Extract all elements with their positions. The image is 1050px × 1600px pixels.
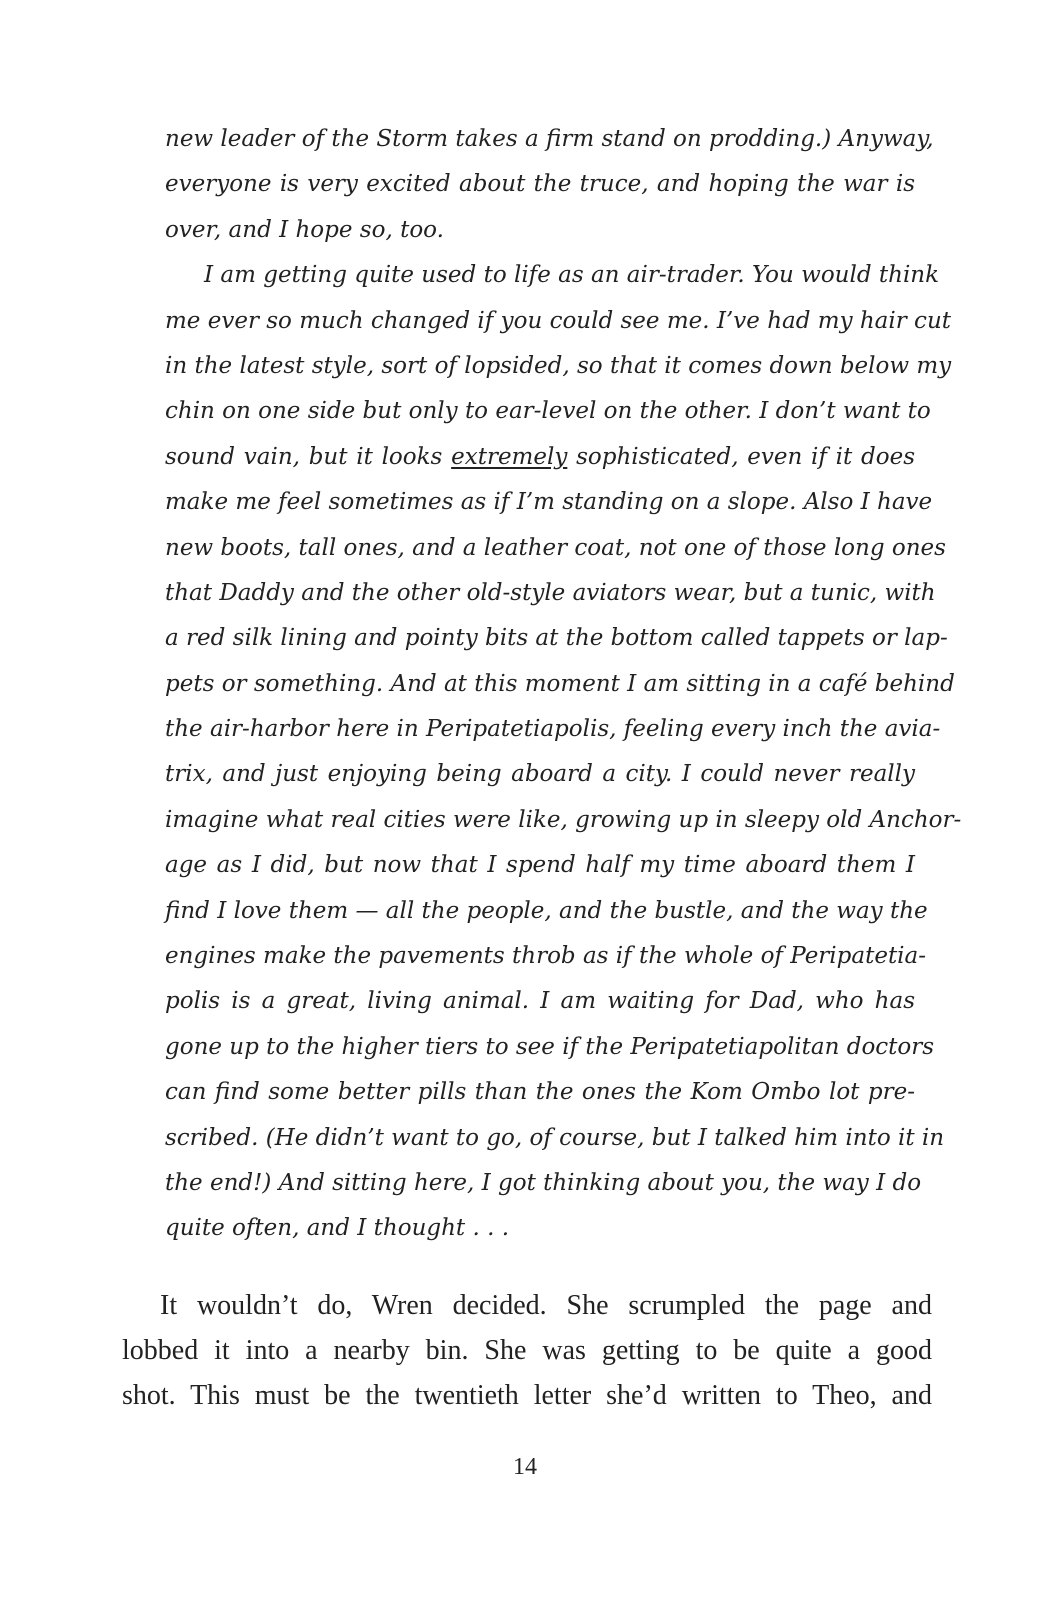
letter-line: new boots, tall ones, and a leather coat, not one of those long ones — [165, 534, 946, 561]
underlined-word: extremely — [451, 443, 568, 470]
letter-line: can find some better pills than the ones the Kom Ombo lot pre- — [165, 1079, 915, 1106]
letter-text-block — [165, 117, 962, 1252]
letter-line: polis is a great, living animal. I am waiting for Dad, who has — [165, 988, 915, 1015]
letter-line: me ever so much changed if you could see me. I’ve had my hair cut — [165, 307, 951, 334]
letter-line: trix, and just enjoying being aboard a city. I could never really — [165, 761, 915, 788]
letter-line: new leader of the Storm takes a firm stand on prodding.) Anyway, — [165, 126, 934, 152]
page-number: 14 — [513, 1454, 537, 1480]
narrative-text-block — [122, 1283, 932, 1418]
letter-line: in the latest style, sort of lopsided, so that it comes down below my — [165, 352, 952, 379]
letter-line: quite often, and I thought . . . — [165, 1215, 510, 1242]
narrative-line: It wouldn’t do, Wren decided. She scrumpled the page and — [160, 1290, 932, 1321]
letter-line: a red silk lining and pointy bits at the bottom called tappets or lap- — [165, 625, 948, 652]
letter-line-segment: sound vain, but it looks — [165, 443, 452, 470]
letter-line: pets or something. And at this moment I am sitting in a café behind — [165, 670, 955, 697]
letter-line-segment: sophisticated, even if it does — [567, 443, 915, 470]
letter-line: scribed. (He didn’t want to go, of course, but I talked him into it in — [165, 1124, 945, 1151]
letter-line: find I love them — all the people, and the bustle, and the way the — [165, 897, 928, 924]
letter-line: everyone is very excited about the truce, and hoping the war is — [165, 171, 915, 198]
letter-line: age as I did, but now that I spend half my time aboard them I — [165, 852, 915, 879]
letter-line: imagine what real cities were like, growing up in sleepy old Anchor- — [165, 806, 962, 833]
letter-line: over, and I hope so, too. — [165, 216, 444, 243]
letter-line: chin on one side but only to ear-level on the other. I don’t want to — [165, 398, 931, 425]
letter-line: gone up to the higher tiers to see if the Peripatetiapolitan doctors — [165, 1033, 935, 1060]
narrative-line: shot. This must be the twentieth letter she’d written to Theo, and — [122, 1380, 932, 1411]
letter-line: I am getting quite used to life as an air-trader. You would think — [204, 262, 940, 289]
letter-line: the end!) And sitting here, I got thinking about you, the way I do — [165, 1169, 922, 1196]
letter-line: the air-harbor here in Peripatetiapolis, feeling every inch the avia- — [165, 716, 941, 743]
letter-line: make me feel sometimes as if I’m standing on a slope. Also I have — [165, 489, 933, 516]
letter-line: that Daddy and the other old-style aviators wear, but a tunic, with — [165, 579, 936, 606]
letter-line — [165, 435, 915, 480]
letter-line: engines make the pavements throb as if the whole of Peripatetia- — [165, 943, 927, 970]
narrative-line: lobbed it into a nearby bin. She was getting to be quite a good — [122, 1335, 932, 1366]
